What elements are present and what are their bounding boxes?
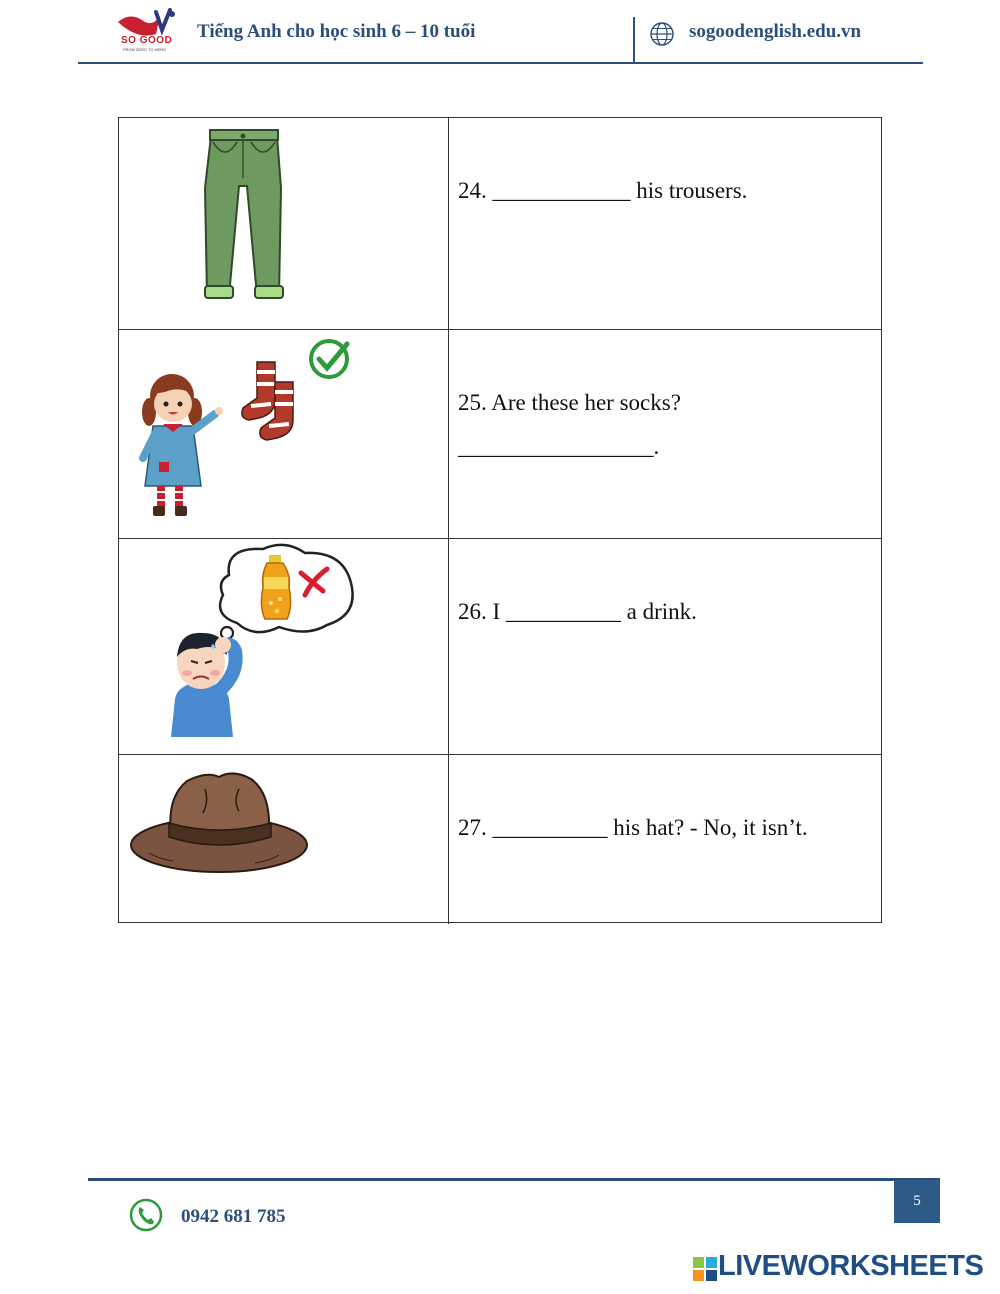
page-number: 5 (894, 1180, 940, 1223)
header-title: Tiếng Anh cho học sinh 6 – 10 tuổi (197, 21, 476, 42)
brand-name: SO GOOD (121, 35, 173, 46)
question-row-25 (119, 330, 881, 539)
picture-cell (119, 755, 449, 924)
socks-icon (242, 362, 293, 440)
worksheet-table (118, 117, 882, 923)
girl-figure (142, 374, 223, 516)
header-divider (633, 17, 635, 62)
answer-line-25[interactable]: _________________. (458, 434, 660, 459)
liveworksheets-watermark: LIVEWORKSHEETS (718, 1250, 984, 1282)
brand-tagline: FROM ZERO TO HERO (123, 47, 167, 52)
header-rule (78, 62, 923, 64)
phone-icon (129, 1198, 163, 1232)
question-cell (449, 330, 881, 538)
question-text-27: 27. __________ his hat? - No, it isn’t. (458, 815, 808, 840)
page-header (0, 0, 1000, 70)
boy-thinking-picture (167, 541, 359, 739)
boy-figure (171, 633, 236, 737)
question-text-24: 24. ____________ his trousers. (458, 178, 748, 203)
footer-rule (88, 1178, 940, 1181)
globe-icon (649, 21, 675, 47)
picture-cell (119, 539, 449, 754)
question-cell (449, 539, 881, 754)
hat-picture (129, 767, 309, 877)
header-website[interactable]: sogoodenglish.edu.vn (689, 21, 862, 42)
liveworksheets-logo-icon (693, 1257, 717, 1281)
phone-number[interactable]: 0942 681 785 (181, 1206, 286, 1227)
question-cell (449, 755, 881, 924)
girl-with-socks-picture (135, 334, 357, 524)
question-text-25: 25. Are these her socks? (458, 390, 681, 415)
question-row-27 (119, 755, 881, 924)
question-row-24 (119, 118, 881, 330)
picture-cell (119, 330, 449, 538)
trousers-picture (201, 128, 287, 306)
question-cell (449, 118, 881, 329)
green-check-icon (311, 341, 347, 377)
question-text-26: 26. I __________ a drink. (458, 599, 697, 624)
picture-cell (119, 118, 449, 329)
question-row-26 (119, 539, 881, 755)
